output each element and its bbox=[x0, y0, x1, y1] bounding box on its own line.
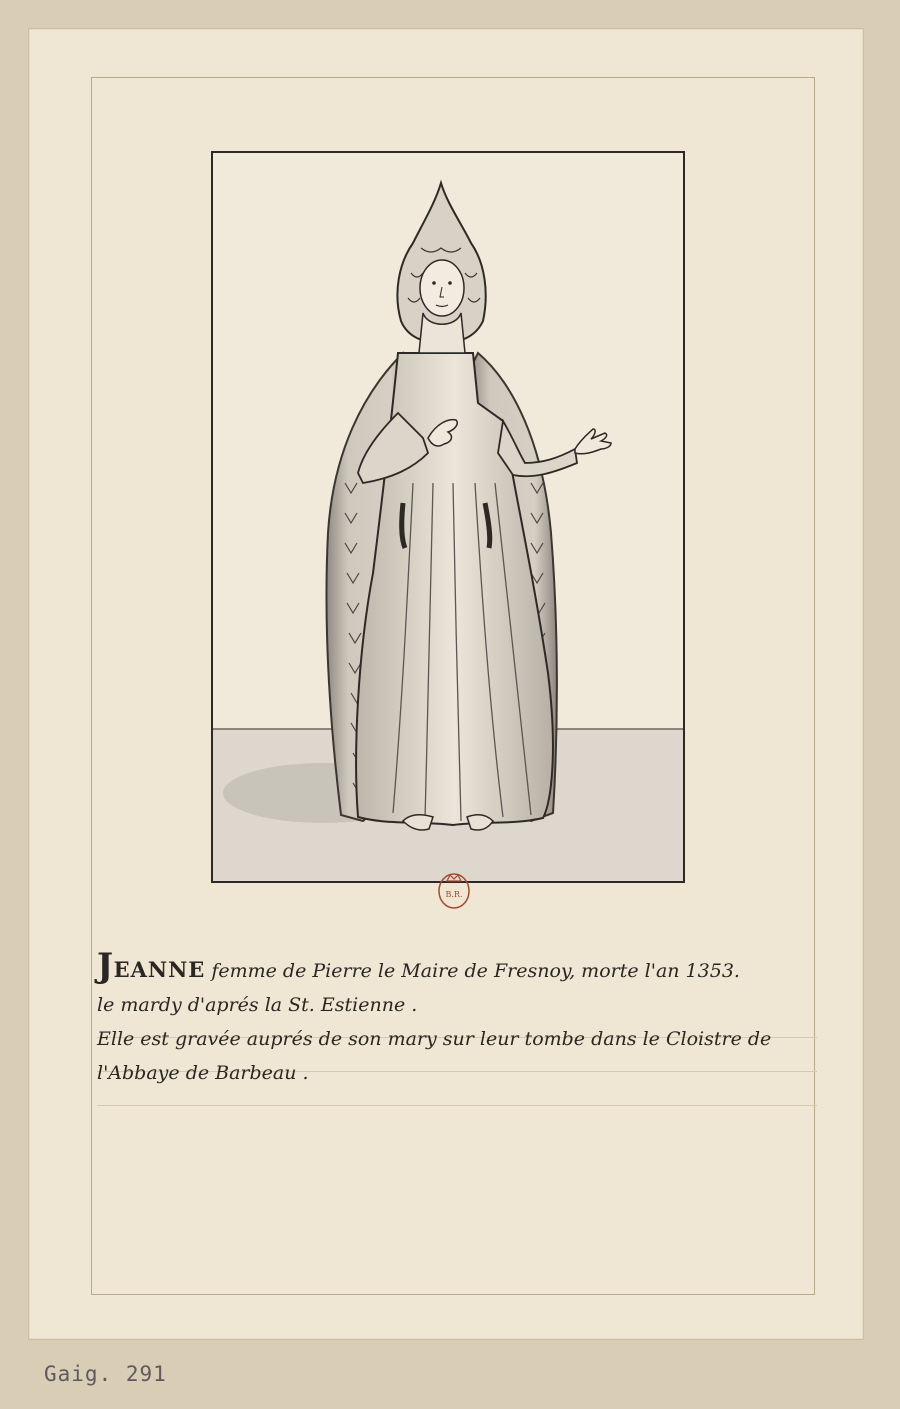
name-rest: EANNE bbox=[113, 957, 206, 982]
figure-illustration bbox=[213, 153, 683, 881]
rule-line bbox=[97, 1105, 817, 1106]
caption-line-4: l'Abbaye de Barbeau . bbox=[97, 1062, 309, 1084]
caption-line-1 bbox=[97, 946, 817, 988]
page-sheet bbox=[28, 28, 864, 1340]
stamp-text: B.R. bbox=[445, 890, 463, 899]
name-initial: J bbox=[97, 946, 114, 986]
caption-text bbox=[97, 946, 817, 1090]
library-stamp-icon bbox=[437, 867, 471, 911]
illustration-frame bbox=[211, 151, 685, 883]
shelfmark: Gaig. 291 bbox=[44, 1362, 167, 1386]
caption-line-2: le mardy d'aprés la St. Estienne . bbox=[97, 994, 418, 1016]
caption-line-1-text: femme de Pierre le Maire de Fresnoy, morte l'an 1353. bbox=[205, 960, 740, 982]
caption-line-3: Elle est gravée auprés de son mary sur leur tombe dans le Cloistre de bbox=[97, 1028, 772, 1050]
